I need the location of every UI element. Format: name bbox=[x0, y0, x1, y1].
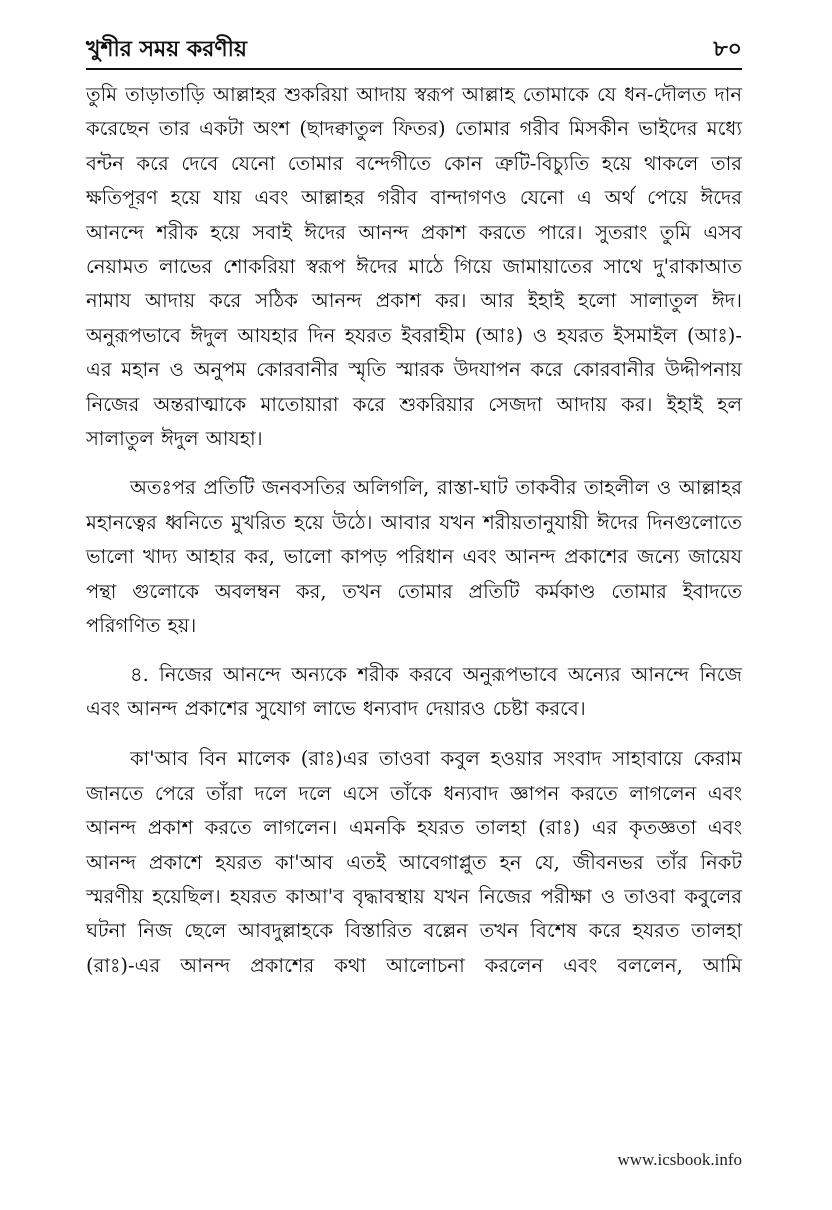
header-divider bbox=[86, 68, 742, 70]
page-header bbox=[86, 30, 742, 70]
running-title: খুশীর সময় করণীয় bbox=[86, 36, 247, 62]
page-number: ৮০ bbox=[713, 36, 742, 62]
paragraph-4: কা'আব বিন মালেক (রাঃ)এর তাওবা কবুল হওয়ার সংবাদ সাহাবায়ে কেরাম জানতে পেরে তাঁরা দলে দলে এসে তাঁকে ধন্যবাদ জ্ঞাপন করতে লাগলেন এবং আনন্দ প্রকাশ করতে লাগলেন। এমনকি হযরত তালহা (রাঃ) এর কৃতজ্ঞতা এবং আনন্দ প্রকাশে হযরত কা'আব এতই আবেগাপ্লুত হন যে, জীবনভর তাঁর নিকট স্মরণীয় হয়েছিল। হযরত কাআ'ব বৃদ্ধাবস্থায় যখন নিজের পরীক্ষা ও তাওবা কবুলের ঘটনা নিজ ছেলে আবদুল্লাহকে বিস্তারিত বল্লেন তখন বিশেষ করে হযরত তালহা (রাঃ)-এর আনন্দ প্রকাশের কথা আলোচনা করলেন এবং বললেন, আমি bbox=[86, 747, 742, 977]
paragraph-1: তুমি তাড়াতাড়ি আল্লাহর শুকরিয়া আদায় স্বরূপ আল্লাহ তোমাকে যে ধন-দৌলত দান করেছেন তার একটা অংশ (ছাদক্বাতুল ফিতর) তোমার গরীব মিসকীন ভাইদের মধ্যে বন্টন করে দেবে যেনো তোমার বন্দেগীতে কোন ত্রুটি-বিচ্যুতি হয়ে থাকলে তার ক্ষতিপূরণ হয়ে যায় এবং আল্লাহর গরীব বান্দাগণও যেনো এ অর্থ পেয়ে ঈদের আনন্দে শরীক হয়ে সবাই ঈদের আনন্দ প্রকাশ করতে পারে। সুতরাং তুমি এসব নেয়ামত লাভের শোকরিয়া স্বরূপ ঈদের মাঠে গিয়ে জামায়াতের সাথে দু'রাকাআত নামায আদায় করে সঠিক আনন্দ প্রকাশ কর। আর ইহাই হলো সালাতুল ঈদ। অনুরূপভাবে ঈদুল আযহার দিন হযরত ইবরাহীম (আঃ) ও হযরত ইসমাইল (আঃ)-এর মহান ও অনুপম কোরবানীর স্মৃতি স্মারক উদযাপন করে কোরবানীর উদ্দীপনায় নিজের অন্তরাত্মাকে মাতোয়ারা করে শুকরিয়ার সেজদা আদায় কর। ইহাই হল সালাতুল ঈদুল আযহা। bbox=[86, 83, 742, 451]
paragraph-3-numbered-point: ৪. নিজের আনন্দে অন্যকে শরীক করবে অনুরূপভাবে অন্যের আনন্দে নিজে এবং আনন্দ প্রকাশের সুযোগ লাভে ধন্যবাদ দেয়ারও চেষ্টা করবে। bbox=[86, 662, 742, 720]
website-watermark: www.icsbook.info bbox=[617, 1150, 742, 1169]
page-body bbox=[86, 78, 742, 983]
paragraph-2: অতঃপর প্রতিটি জনবসতির অলিগলি, রাস্তা-ঘাট তাকবীর তাহলীল ও আল্লাহর মহানত্বের ধ্বনিতে মুখরিত হয়ে উঠে। আবার যখন শরীয়তানুযায়ী ঈদের দিনগুলোতে ভালো খাদ্য আহার কর, ভালো কাপড় পরিধান এবং আনন্দ প্রকাশের জন্যে জায়েয পন্থা গুলোকে অবলম্বন কর, তখন তোমার প্রতিটি কর্মকাণ্ড তোমার ইবাদতে পরিগণিত হয়। bbox=[86, 476, 742, 638]
